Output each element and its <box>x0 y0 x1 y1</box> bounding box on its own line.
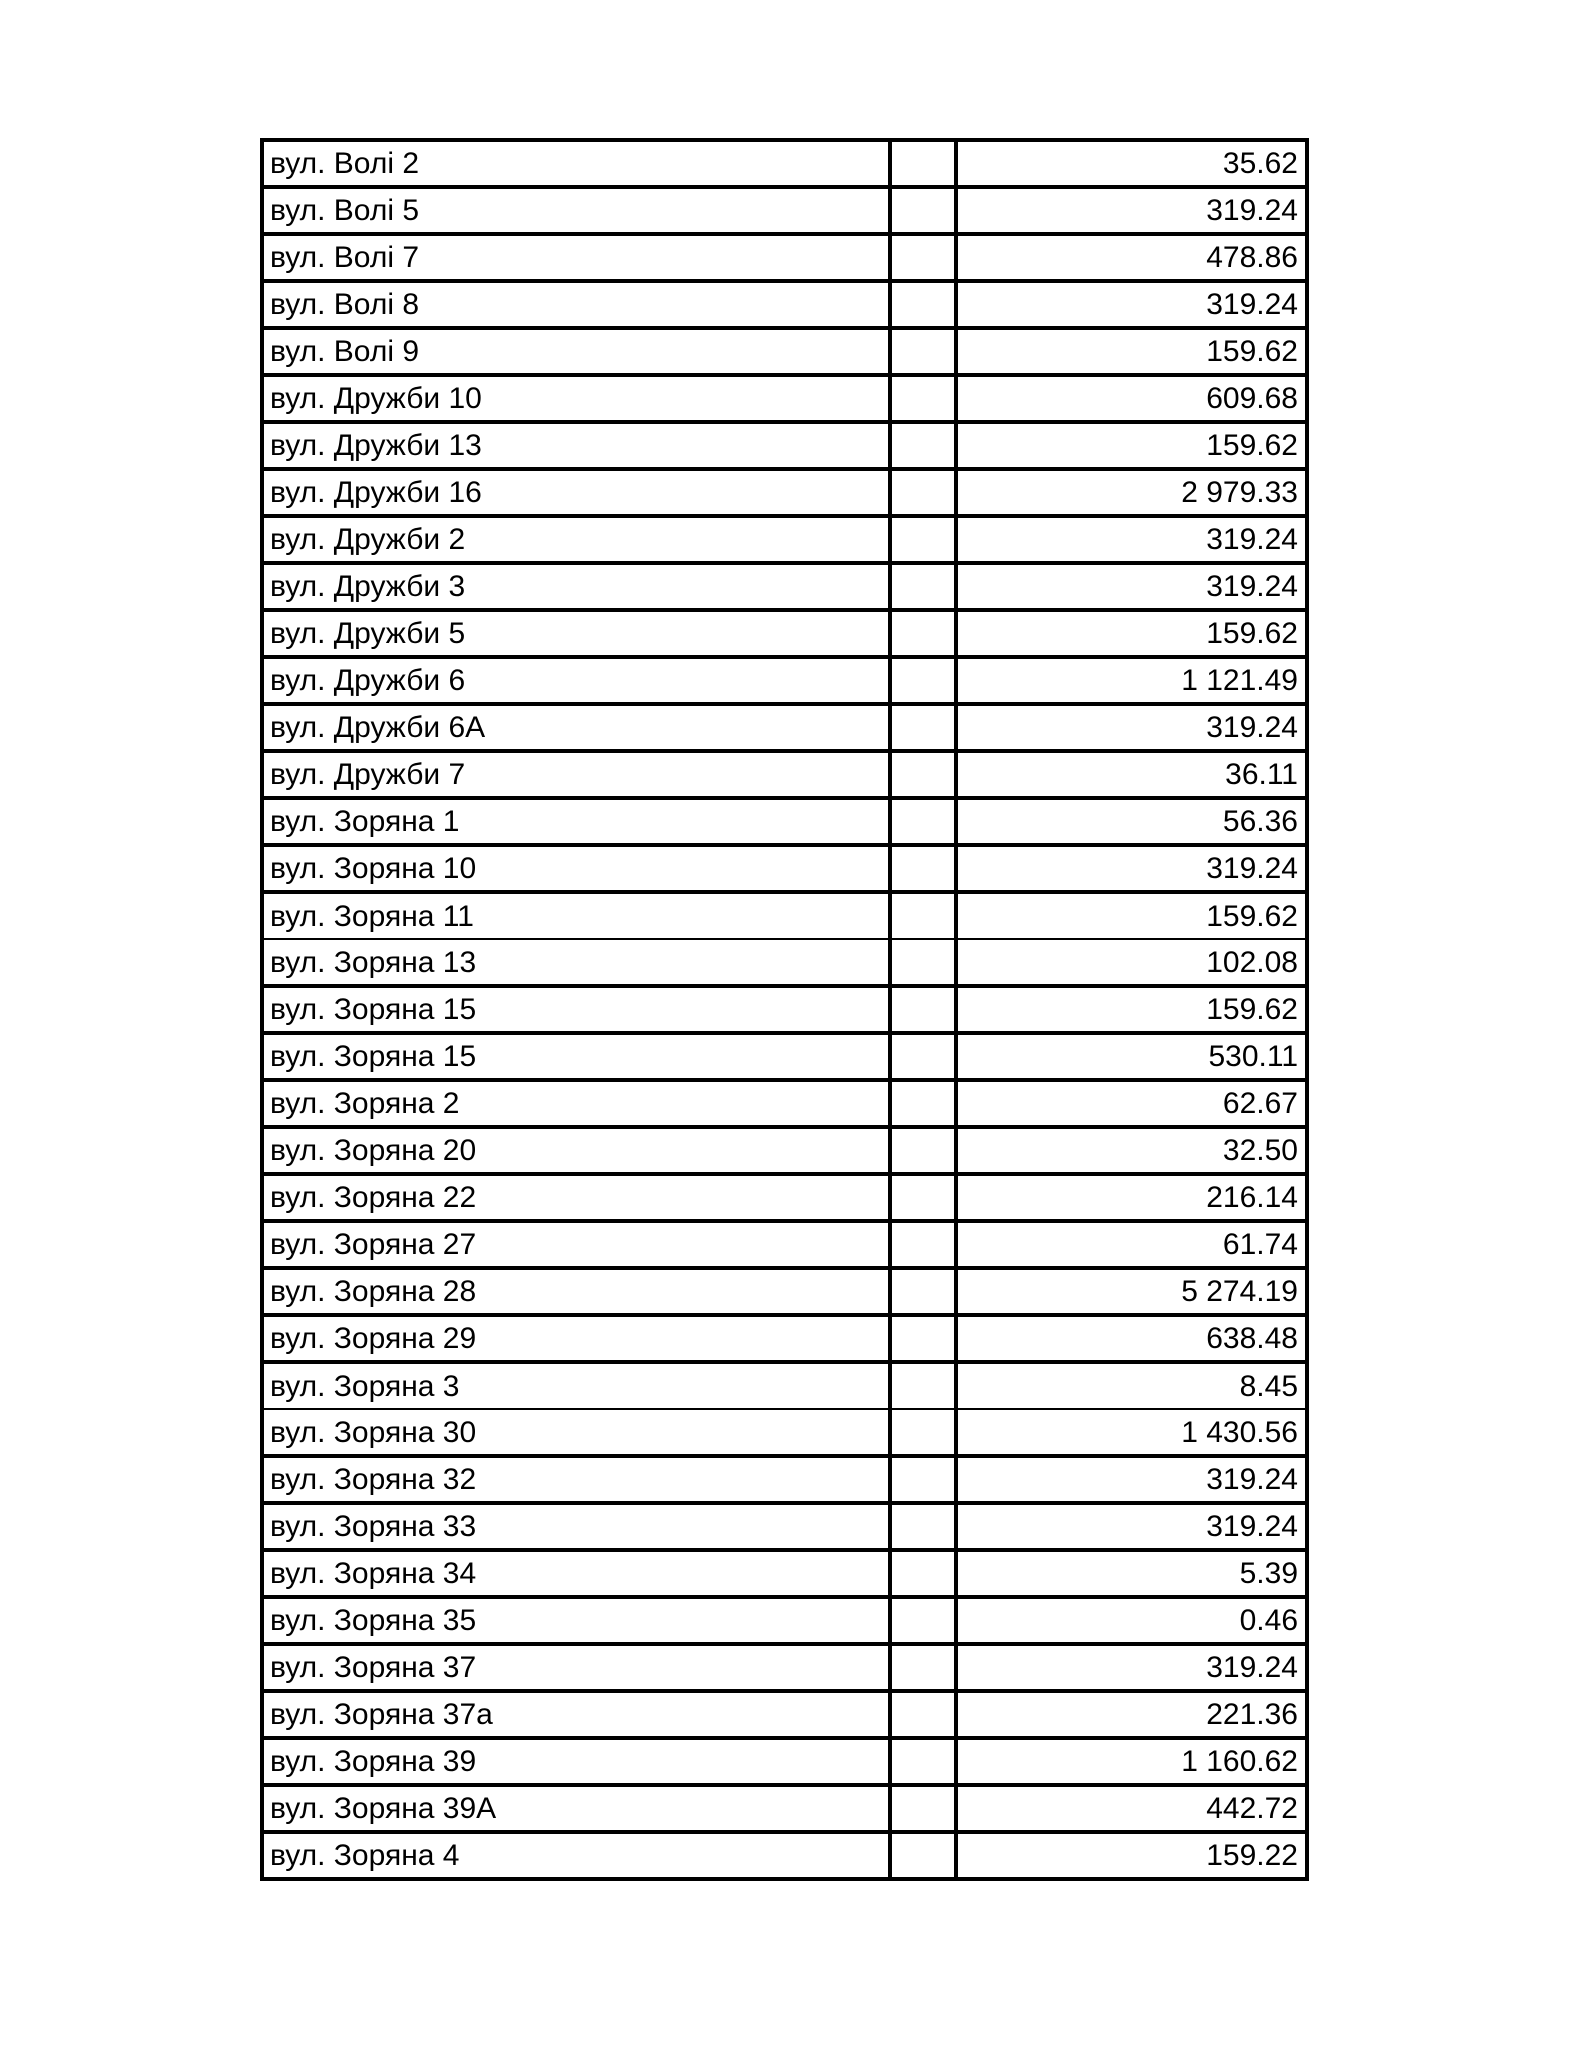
amount-cell: 159.62 <box>956 892 1307 939</box>
table-row <box>262 1832 1307 1879</box>
table-row <box>262 281 1307 328</box>
amount-cell: 159.62 <box>956 328 1307 375</box>
table-row <box>262 892 1307 939</box>
spacer-cell <box>890 1409 956 1456</box>
spacer-cell <box>890 1738 956 1785</box>
table-row <box>262 1221 1307 1268</box>
amount-cell: 319.24 <box>956 563 1307 610</box>
street-cell: вул. Волі 8 <box>262 281 890 328</box>
amount-cell: 62.67 <box>956 1080 1307 1127</box>
table-row <box>262 751 1307 798</box>
street-cell: вул. Зоряна 20 <box>262 1127 890 1174</box>
table-row <box>262 1174 1307 1221</box>
table-row <box>262 1362 1307 1409</box>
street-cell: вул. Дружби 6 <box>262 657 890 704</box>
amount-cell: 530.11 <box>956 1033 1307 1080</box>
street-cell: вул. Зоряна 39 <box>262 1738 890 1785</box>
amount-cell: 8.45 <box>956 1362 1307 1409</box>
street-cell: вул. Зоряна 28 <box>262 1268 890 1315</box>
amount-cell: 319.24 <box>956 845 1307 892</box>
street-cell: вул. Зоряна 32 <box>262 1456 890 1503</box>
amount-cell: 1 430.56 <box>956 1409 1307 1456</box>
spacer-cell <box>890 1691 956 1738</box>
table-row <box>262 657 1307 704</box>
spacer-cell <box>890 704 956 751</box>
spacer-cell <box>890 140 956 187</box>
street-cell: вул. Дружби 16 <box>262 469 890 516</box>
table-row <box>262 1550 1307 1597</box>
street-cell: вул. Дружби 13 <box>262 422 890 469</box>
table-row <box>262 610 1307 657</box>
table-row <box>262 422 1307 469</box>
street-cell: вул. Зоряна 35 <box>262 1597 890 1644</box>
spacer-cell <box>890 1268 956 1315</box>
street-cell: вул. Зоряна 33 <box>262 1503 890 1550</box>
spacer-cell <box>890 845 956 892</box>
spacer-cell <box>890 469 956 516</box>
table-row <box>262 1691 1307 1738</box>
spacer-cell <box>890 1315 956 1362</box>
table-row <box>262 140 1307 187</box>
spacer-cell <box>890 281 956 328</box>
table-row <box>262 1409 1307 1456</box>
table-row <box>262 704 1307 751</box>
spacer-cell <box>890 1456 956 1503</box>
street-cell: вул. Зоряна 30 <box>262 1409 890 1456</box>
table-row <box>262 469 1307 516</box>
table-row <box>262 187 1307 234</box>
amount-cell: 5 274.19 <box>956 1268 1307 1315</box>
spacer-cell <box>890 1644 956 1691</box>
table-row <box>262 1127 1307 1174</box>
street-cell: вул. Дружби 2 <box>262 516 890 563</box>
amount-cell: 159.62 <box>956 986 1307 1033</box>
spacer-cell <box>890 657 956 704</box>
amount-cell: 56.36 <box>956 798 1307 845</box>
table-row <box>262 1644 1307 1691</box>
spacer-cell <box>890 939 956 986</box>
amount-cell: 216.14 <box>956 1174 1307 1221</box>
street-cell: вул. Дружби 6А <box>262 704 890 751</box>
table-row <box>262 1033 1307 1080</box>
amount-cell: 638.48 <box>956 1315 1307 1362</box>
street-cell: вул. Зоряна 15 <box>262 1033 890 1080</box>
table-row <box>262 1315 1307 1362</box>
street-cell: вул. Дружби 5 <box>262 610 890 657</box>
table-row <box>262 516 1307 563</box>
spacer-cell <box>890 563 956 610</box>
table-row <box>262 798 1307 845</box>
table-row <box>262 1456 1307 1503</box>
amount-cell: 221.36 <box>956 1691 1307 1738</box>
spacer-cell <box>890 986 956 1033</box>
amount-cell: 609.68 <box>956 375 1307 422</box>
address-amounts-table <box>260 138 1309 1881</box>
amount-cell: 159.62 <box>956 422 1307 469</box>
spacer-cell <box>890 1221 956 1268</box>
spacer-cell <box>890 610 956 657</box>
spacer-cell <box>890 422 956 469</box>
table-body <box>262 140 1307 1879</box>
amount-cell: 319.24 <box>956 187 1307 234</box>
table-row <box>262 328 1307 375</box>
street-cell: вул. Зоряна 34 <box>262 1550 890 1597</box>
street-cell: вул. Зоряна 10 <box>262 845 890 892</box>
street-cell: вул. Дружби 7 <box>262 751 890 798</box>
amount-cell: 319.24 <box>956 1503 1307 1550</box>
spacer-cell <box>890 1127 956 1174</box>
amount-cell: 159.22 <box>956 1832 1307 1879</box>
amount-cell: 61.74 <box>956 1221 1307 1268</box>
street-cell: вул. Зоряна 37 <box>262 1644 890 1691</box>
street-cell: вул. Зоряна 27 <box>262 1221 890 1268</box>
street-cell: вул. Зоряна 3 <box>262 1362 890 1409</box>
street-cell: вул. Зоряна 39А <box>262 1785 890 1832</box>
amount-cell: 1 160.62 <box>956 1738 1307 1785</box>
amount-cell: 102.08 <box>956 939 1307 986</box>
spacer-cell <box>890 516 956 563</box>
street-cell: вул. Зоряна 11 <box>262 892 890 939</box>
amount-cell: 35.62 <box>956 140 1307 187</box>
table-row <box>262 1268 1307 1315</box>
amount-cell: 319.24 <box>956 516 1307 563</box>
street-cell: вул. Дружби 3 <box>262 563 890 610</box>
spacer-cell <box>890 751 956 798</box>
amount-cell: 319.24 <box>956 704 1307 751</box>
street-cell: вул. Волі 7 <box>262 234 890 281</box>
street-cell: вул. Зоряна 22 <box>262 1174 890 1221</box>
spacer-cell <box>890 892 956 939</box>
table-row <box>262 375 1307 422</box>
table-row <box>262 1785 1307 1832</box>
amount-cell: 319.24 <box>956 281 1307 328</box>
spacer-cell <box>890 1550 956 1597</box>
street-cell: вул. Зоряна 2 <box>262 1080 890 1127</box>
spacer-cell <box>890 1174 956 1221</box>
amount-cell: 36.11 <box>956 751 1307 798</box>
spacer-cell <box>890 1832 956 1879</box>
spacer-cell <box>890 1503 956 1550</box>
amount-cell: 5.39 <box>956 1550 1307 1597</box>
street-cell: вул. Зоряна 37а <box>262 1691 890 1738</box>
spacer-cell <box>890 1362 956 1409</box>
amount-cell: 2 979.33 <box>956 469 1307 516</box>
street-cell: вул. Зоряна 1 <box>262 798 890 845</box>
spacer-cell <box>890 798 956 845</box>
amount-cell: 442.72 <box>956 1785 1307 1832</box>
amount-cell: 0.46 <box>956 1597 1307 1644</box>
table-row <box>262 563 1307 610</box>
spacer-cell <box>890 1080 956 1127</box>
table-row <box>262 986 1307 1033</box>
spacer-cell <box>890 375 956 422</box>
amount-cell: 32.50 <box>956 1127 1307 1174</box>
amount-cell: 319.24 <box>956 1644 1307 1691</box>
table-row <box>262 234 1307 281</box>
street-cell: вул. Зоряна 29 <box>262 1315 890 1362</box>
amount-cell: 478.86 <box>956 234 1307 281</box>
spacer-cell <box>890 234 956 281</box>
spacer-cell <box>890 1033 956 1080</box>
table-row <box>262 845 1307 892</box>
table-row <box>262 1597 1307 1644</box>
spacer-cell <box>890 1785 956 1832</box>
table-row <box>262 1080 1307 1127</box>
street-cell: вул. Волі 5 <box>262 187 890 234</box>
spacer-cell <box>890 187 956 234</box>
street-cell: вул. Дружби 10 <box>262 375 890 422</box>
table-row <box>262 1738 1307 1785</box>
spacer-cell <box>890 1597 956 1644</box>
table-row <box>262 1503 1307 1550</box>
street-cell: вул. Зоряна 4 <box>262 1832 890 1879</box>
amount-cell: 159.62 <box>956 610 1307 657</box>
table-row <box>262 939 1307 986</box>
amount-cell: 1 121.49 <box>956 657 1307 704</box>
spacer-cell <box>890 328 956 375</box>
amount-cell: 319.24 <box>956 1456 1307 1503</box>
street-cell: вул. Зоряна 13 <box>262 939 890 986</box>
street-cell: вул. Волі 2 <box>262 140 890 187</box>
street-cell: вул. Зоряна 15 <box>262 986 890 1033</box>
street-cell: вул. Волі 9 <box>262 328 890 375</box>
